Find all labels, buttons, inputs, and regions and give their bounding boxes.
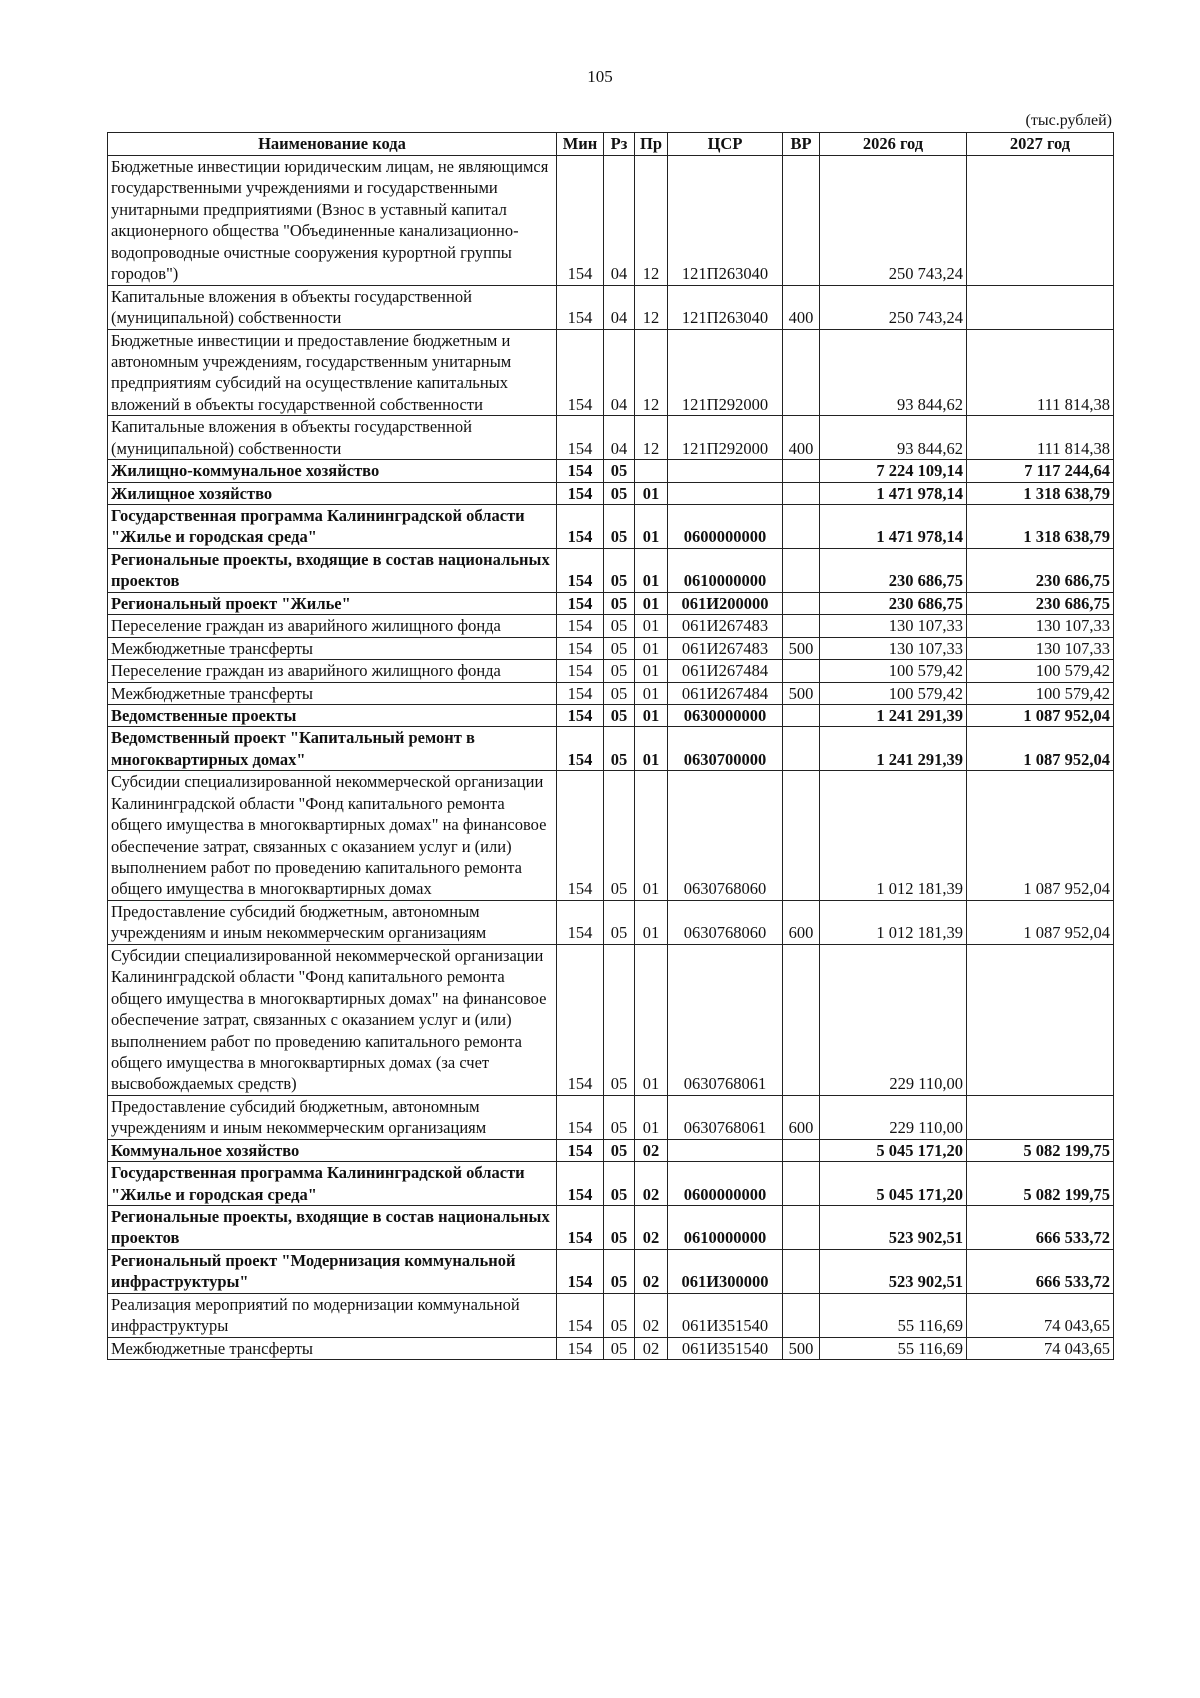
- cell-name: Субсидии специализированной некоммерческой организации Калининградской области "Фонд капитального ремонта общего имущества в многоквартирных домах" на финансовое обеспечение затрат, связанных с оказанием услуг и (или) выполнением работ по проведению капитального ремонта общего имущества в многоквартирных домах (за счет высвобождаемых средств): [108, 944, 557, 1095]
- cell-name: Капитальные вложения в объекты государственной (муниципальной) собственности: [108, 416, 557, 460]
- cell-name: Бюджетные инвестиции и предоставление бюджетным и автономным учреждениям, государственным унитарным предприятиям субсидий на осуществление капитальных вложений в объекты государственной собственности: [108, 329, 557, 416]
- cell-pr: 01: [635, 548, 668, 592]
- cell-name: Жилищное хозяйство: [108, 482, 557, 504]
- cell-2027: 111 814,38: [967, 329, 1114, 416]
- cell-vr: 400: [783, 416, 820, 460]
- table-row: [108, 416, 1114, 460]
- cell-min: 154: [557, 944, 604, 1095]
- cell-min: 154: [557, 329, 604, 416]
- cell-csr: 0630768061: [668, 944, 783, 1095]
- col-header-csr: ЦСР: [668, 133, 783, 156]
- cell-csr: 061И267483: [668, 637, 783, 659]
- cell-rz: 05: [604, 505, 635, 549]
- table-row: [108, 1095, 1114, 1139]
- cell-vr: [783, 944, 820, 1095]
- cell-name: Капитальные вложения в объекты государственной (муниципальной) собственности: [108, 285, 557, 329]
- table-row: [108, 1337, 1114, 1359]
- cell-2027: [967, 1095, 1114, 1139]
- table-row: [108, 329, 1114, 416]
- cell-name: Межбюджетные трансферты: [108, 1337, 557, 1359]
- cell-rz: 04: [604, 156, 635, 286]
- cell-rz: 05: [604, 1095, 635, 1139]
- cell-2027: 666 533,72: [967, 1249, 1114, 1293]
- cell-vr: [783, 592, 820, 614]
- table-row: [108, 704, 1114, 726]
- cell-pr: 12: [635, 416, 668, 460]
- cell-csr: 0630700000: [668, 727, 783, 771]
- cell-pr: 02: [635, 1249, 668, 1293]
- cell-name: Государственная программа Калининградской области "Жилье и городская среда": [108, 1162, 557, 1206]
- table-row: [108, 771, 1114, 901]
- table-row: [108, 1162, 1114, 1206]
- cell-min: 154: [557, 416, 604, 460]
- cell-vr: [783, 704, 820, 726]
- cell-2026: 229 110,00: [820, 944, 967, 1095]
- cell-2026: 230 686,75: [820, 592, 967, 614]
- col-header-vr: ВР: [783, 133, 820, 156]
- cell-2026: 5 045 171,20: [820, 1162, 967, 1206]
- header-row: [108, 133, 1114, 156]
- cell-csr: 121П263040: [668, 156, 783, 286]
- cell-min: 154: [557, 1293, 604, 1337]
- cell-rz: 05: [604, 1162, 635, 1206]
- cell-vr: [783, 460, 820, 482]
- cell-pr: [635, 460, 668, 482]
- cell-csr: 061И267484: [668, 660, 783, 682]
- cell-2027: 666 533,72: [967, 1206, 1114, 1250]
- cell-vr: [783, 1139, 820, 1161]
- page-number: 105: [587, 67, 613, 86]
- cell-min: 154: [557, 727, 604, 771]
- cell-2026: 5 045 171,20: [820, 1139, 967, 1161]
- cell-2027: 130 107,33: [967, 615, 1114, 637]
- cell-csr: 061И267484: [668, 682, 783, 704]
- cell-2027: 1 087 952,04: [967, 771, 1114, 901]
- cell-name: Межбюджетные трансферты: [108, 637, 557, 659]
- cell-vr: 400: [783, 285, 820, 329]
- col-header-name: Наименование кода: [108, 133, 557, 156]
- cell-rz: 05: [604, 615, 635, 637]
- cell-csr: 0630000000: [668, 704, 783, 726]
- cell-rz: 05: [604, 682, 635, 704]
- cell-name: Предоставление субсидий бюджетным, автономным учреждениям и иным некоммерческим организациям: [108, 900, 557, 944]
- cell-vr: [783, 1206, 820, 1250]
- cell-vr: [783, 727, 820, 771]
- cell-vr: [783, 615, 820, 637]
- cell-csr: 0600000000: [668, 1162, 783, 1206]
- cell-name: Ведомственные проекты: [108, 704, 557, 726]
- cell-vr: [783, 1293, 820, 1337]
- col-header-min: Мин: [557, 133, 604, 156]
- cell-name: Переселение граждан из аварийного жилищного фонда: [108, 615, 557, 637]
- cell-csr: 121П263040: [668, 285, 783, 329]
- cell-name: Региональный проект "Жилье": [108, 592, 557, 614]
- cell-rz: 05: [604, 771, 635, 901]
- cell-2026: 100 579,42: [820, 682, 967, 704]
- table-row: [108, 505, 1114, 549]
- cell-vr: [783, 1249, 820, 1293]
- table-row: [108, 727, 1114, 771]
- table-row: [108, 1249, 1114, 1293]
- cell-2026: 250 743,24: [820, 285, 967, 329]
- cell-2027: 100 579,42: [967, 682, 1114, 704]
- budget-table: [107, 132, 1114, 1360]
- cell-name: Коммунальное хозяйство: [108, 1139, 557, 1161]
- cell-pr: 01: [635, 637, 668, 659]
- cell-rz: 05: [604, 1206, 635, 1250]
- cell-2027: 1 318 638,79: [967, 482, 1114, 504]
- cell-min: 154: [557, 1206, 604, 1250]
- table-row: [108, 156, 1114, 286]
- col-header-2027: 2027 год: [967, 133, 1114, 156]
- table-row: [108, 615, 1114, 637]
- cell-vr: [783, 505, 820, 549]
- cell-min: 154: [557, 615, 604, 637]
- cell-csr: 0610000000: [668, 1206, 783, 1250]
- cell-2027: [967, 285, 1114, 329]
- cell-rz: 05: [604, 660, 635, 682]
- cell-2027: 230 686,75: [967, 592, 1114, 614]
- cell-pr: 01: [635, 1095, 668, 1139]
- cell-rz: 04: [604, 285, 635, 329]
- cell-pr: 01: [635, 704, 668, 726]
- table-row: [108, 637, 1114, 659]
- cell-2026: 1 012 181,39: [820, 900, 967, 944]
- cell-min: 154: [557, 460, 604, 482]
- cell-pr: 02: [635, 1162, 668, 1206]
- cell-2026: 523 902,51: [820, 1206, 967, 1250]
- cell-name: Региональные проекты, входящие в состав национальных проектов: [108, 1206, 557, 1250]
- cell-min: 154: [557, 156, 604, 286]
- cell-vr: 600: [783, 900, 820, 944]
- cell-pr: 01: [635, 900, 668, 944]
- cell-min: 154: [557, 1249, 604, 1293]
- col-header-rz: Рз: [604, 133, 635, 156]
- cell-csr: 121П292000: [668, 329, 783, 416]
- cell-2026: 1 471 978,14: [820, 505, 967, 549]
- cell-2026: 1 241 291,39: [820, 727, 967, 771]
- units-label: (тыс.рублей): [1025, 112, 1112, 129]
- cell-2027: 1 087 952,04: [967, 704, 1114, 726]
- cell-2026: 523 902,51: [820, 1249, 967, 1293]
- cell-csr: [668, 460, 783, 482]
- cell-rz: 05: [604, 1293, 635, 1337]
- cell-pr: 12: [635, 329, 668, 416]
- cell-vr: [783, 482, 820, 504]
- cell-min: 154: [557, 505, 604, 549]
- table-row: [108, 660, 1114, 682]
- table-row: [108, 1139, 1114, 1161]
- cell-name: Субсидии специализированной некоммерческой организации Калининградской области "Фонд капитального ремонта общего имущества в многоквартирных домах" на финансовое обеспечение затрат, связанных с оказанием услуг и (или) выполнением работ по проведению капитального ремонта общего имущества в многоквартирных домах: [108, 771, 557, 901]
- cell-csr: 0600000000: [668, 505, 783, 549]
- col-header-pr: Пр: [635, 133, 668, 156]
- col-header-2026: 2026 год: [820, 133, 967, 156]
- cell-csr: 061И351540: [668, 1337, 783, 1359]
- cell-2026: 7 224 109,14: [820, 460, 967, 482]
- cell-pr: 01: [635, 944, 668, 1095]
- cell-rz: 05: [604, 460, 635, 482]
- cell-name: Жилищно-коммунальное хозяйство: [108, 460, 557, 482]
- cell-csr: 121П292000: [668, 416, 783, 460]
- cell-vr: 600: [783, 1095, 820, 1139]
- cell-2027: 100 579,42: [967, 660, 1114, 682]
- cell-min: 154: [557, 592, 604, 614]
- cell-2026: 130 107,33: [820, 637, 967, 659]
- cell-2026: 55 116,69: [820, 1293, 967, 1337]
- cell-pr: 02: [635, 1206, 668, 1250]
- cell-name: Государственная программа Калининградской области "Жилье и городская среда": [108, 505, 557, 549]
- cell-2026: 1 012 181,39: [820, 771, 967, 901]
- cell-2026: 93 844,62: [820, 416, 967, 460]
- cell-pr: 01: [635, 660, 668, 682]
- cell-rz: 05: [604, 637, 635, 659]
- cell-rz: 05: [604, 1337, 635, 1359]
- cell-pr: 02: [635, 1293, 668, 1337]
- cell-vr: [783, 329, 820, 416]
- cell-min: 154: [557, 682, 604, 704]
- cell-min: 154: [557, 285, 604, 329]
- cell-pr: 01: [635, 727, 668, 771]
- cell-pr: 01: [635, 482, 668, 504]
- cell-csr: 0630768060: [668, 771, 783, 901]
- cell-min: 154: [557, 1337, 604, 1359]
- table-row: [108, 460, 1114, 482]
- cell-csr: [668, 1139, 783, 1161]
- cell-rz: 05: [604, 900, 635, 944]
- cell-name: Переселение граждан из аварийного жилищного фонда: [108, 660, 557, 682]
- cell-min: 154: [557, 637, 604, 659]
- cell-csr: 0630768060: [668, 900, 783, 944]
- cell-pr: 01: [635, 615, 668, 637]
- cell-name: Предоставление субсидий бюджетным, автономным учреждениям и иным некоммерческим организациям: [108, 1095, 557, 1139]
- cell-csr: 061И200000: [668, 592, 783, 614]
- cell-2026: 1 471 978,14: [820, 482, 967, 504]
- cell-rz: 05: [604, 727, 635, 771]
- cell-vr: [783, 771, 820, 901]
- cell-2026: 250 743,24: [820, 156, 967, 286]
- cell-rz: 05: [604, 1249, 635, 1293]
- cell-min: 154: [557, 771, 604, 901]
- cell-pr: 02: [635, 1337, 668, 1359]
- cell-vr: [783, 156, 820, 286]
- cell-rz: 04: [604, 416, 635, 460]
- table-row: [108, 944, 1114, 1095]
- cell-2027: 130 107,33: [967, 637, 1114, 659]
- cell-2027: 7 117 244,64: [967, 460, 1114, 482]
- cell-rz: 05: [604, 482, 635, 504]
- cell-2026: 55 116,69: [820, 1337, 967, 1359]
- cell-2026: 230 686,75: [820, 548, 967, 592]
- cell-2027: 74 043,65: [967, 1293, 1114, 1337]
- table-row: [108, 285, 1114, 329]
- cell-2026: 100 579,42: [820, 660, 967, 682]
- cell-min: 154: [557, 548, 604, 592]
- cell-pr: 01: [635, 682, 668, 704]
- cell-pr: 02: [635, 1139, 668, 1161]
- cell-2027: [967, 156, 1114, 286]
- cell-rz: 05: [604, 944, 635, 1095]
- cell-vr: [783, 548, 820, 592]
- cell-csr: 061И267483: [668, 615, 783, 637]
- cell-2026: 93 844,62: [820, 329, 967, 416]
- cell-rz: 04: [604, 329, 635, 416]
- cell-2027: 5 082 199,75: [967, 1162, 1114, 1206]
- cell-pr: 01: [635, 771, 668, 901]
- cell-vr: [783, 1162, 820, 1206]
- cell-2026: 130 107,33: [820, 615, 967, 637]
- cell-2027: 230 686,75: [967, 548, 1114, 592]
- cell-name: Ведомственный проект "Капитальный ремонт в многоквартирных домах": [108, 727, 557, 771]
- table-row: [108, 548, 1114, 592]
- cell-csr: 0610000000: [668, 548, 783, 592]
- cell-min: 154: [557, 660, 604, 682]
- table-row: [108, 592, 1114, 614]
- cell-2027: 1 087 952,04: [967, 900, 1114, 944]
- cell-min: 154: [557, 1139, 604, 1161]
- cell-csr: 061И300000: [668, 1249, 783, 1293]
- cell-min: 154: [557, 1095, 604, 1139]
- table-row: [108, 1206, 1114, 1250]
- table-row: [108, 900, 1114, 944]
- table-row: [108, 482, 1114, 504]
- cell-2027: 1 318 638,79: [967, 505, 1114, 549]
- cell-name: Бюджетные инвестиции юридическим лицам, не являющимся государственными учреждениями и государственными унитарными предприятиями (Взнос в уставный капитал акционерного общества "Объединенные канализационно-водопроводные очистные сооружения курортной группы городов"): [108, 156, 557, 286]
- cell-vr: 500: [783, 682, 820, 704]
- cell-min: 154: [557, 900, 604, 944]
- cell-2027: 74 043,65: [967, 1337, 1114, 1359]
- cell-2027: 5 082 199,75: [967, 1139, 1114, 1161]
- cell-min: 154: [557, 704, 604, 726]
- cell-rz: 05: [604, 1139, 635, 1161]
- cell-pr: 01: [635, 505, 668, 549]
- cell-2027: 1 087 952,04: [967, 727, 1114, 771]
- table-row: [108, 1293, 1114, 1337]
- cell-pr: 12: [635, 285, 668, 329]
- cell-csr: 0630768061: [668, 1095, 783, 1139]
- cell-csr: 061И351540: [668, 1293, 783, 1337]
- cell-pr: 12: [635, 156, 668, 286]
- cell-2027: 111 814,38: [967, 416, 1114, 460]
- cell-vr: 500: [783, 1337, 820, 1359]
- table-row: [108, 682, 1114, 704]
- cell-name: Межбюджетные трансферты: [108, 682, 557, 704]
- cell-2026: 1 241 291,39: [820, 704, 967, 726]
- cell-min: 154: [557, 482, 604, 504]
- cell-name: Региональный проект "Модернизация коммунальной инфраструктуры": [108, 1249, 557, 1293]
- cell-vr: 500: [783, 637, 820, 659]
- cell-min: 154: [557, 1162, 604, 1206]
- cell-csr: [668, 482, 783, 504]
- cell-2026: 229 110,00: [820, 1095, 967, 1139]
- cell-pr: 01: [635, 592, 668, 614]
- cell-name: Региональные проекты, входящие в состав национальных проектов: [108, 548, 557, 592]
- cell-rz: 05: [604, 592, 635, 614]
- cell-rz: 05: [604, 548, 635, 592]
- cell-rz: 05: [604, 704, 635, 726]
- cell-name: Реализация мероприятий по модернизации коммунальной инфраструктуры: [108, 1293, 557, 1337]
- cell-2027: [967, 944, 1114, 1095]
- cell-vr: [783, 660, 820, 682]
